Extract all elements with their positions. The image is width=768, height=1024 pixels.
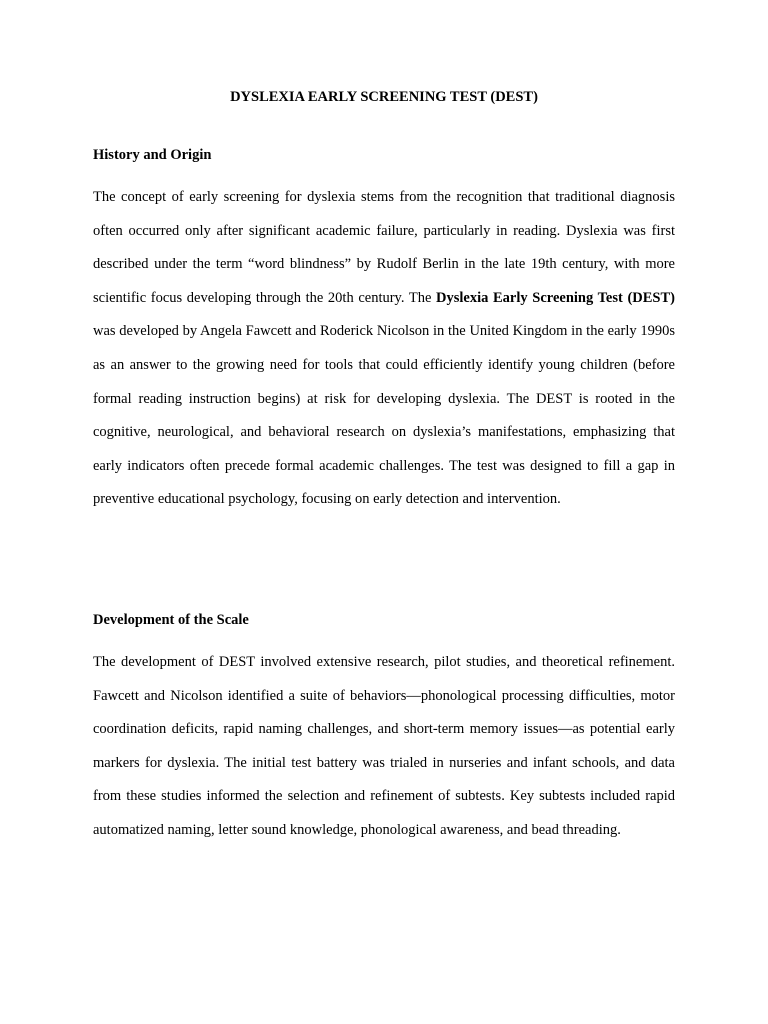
- document-title: DYSLEXIA EARLY SCREENING TEST (DEST): [230, 89, 538, 105]
- section-heading-development-of-the-scale: Development of the Scale: [93, 612, 249, 628]
- paragraph-development-of-the-scale: The development of DEST involved extensive research, pilot studies, and theoretical refinement. Fawcett and Nicolson identified a suite of behaviors—phonological processing difficulties, motor coordination deficits, rapid naming challenges, and short-term memory issues—as potential early markers for dyslexia. The initial test battery was trialed in nurseries and infant schools, and data from these studies informed the selection and refinement of subtests. Key subtests included rapid automatized naming, letter sound knowledge, phonological awareness, and bead threading.: [93, 654, 675, 838]
- section-heading-history-and-origin: History and Origin: [93, 147, 212, 163]
- paragraph-text-part: was developed by Angela Fawcett and Roderick Nicolson in the United Kingdom in the early 1990s as an answer to the growing need for tools that could efficiently identify young children (before formal reading instruction begins) at risk for developing dyslexia. The DEST is rooted in the cognitive, neurological, and behavioral research on dyslexia’s manifestations, emphasizing that early indicators often precede formal academic challenges. The test was designed to fill a gap in preventive educational psychology, focusing on early detection and intervention.: [93, 323, 675, 508]
- paragraph-history-and-origin: [93, 181, 675, 517]
- paragraph-bold-term: Dyslexia Early Screening Test (DEST): [436, 289, 675, 306]
- paragraph-text-part: The concept of early screening for dyslexia stems from the recognition that traditional diagnosis often occurred only after significant academic failure, particularly in reading. Dyslexia was first described under the term “word blindness” by Rudolf Berlin in the late 19th century, with more scientific focus developing through the 20th century. The: [93, 189, 675, 306]
